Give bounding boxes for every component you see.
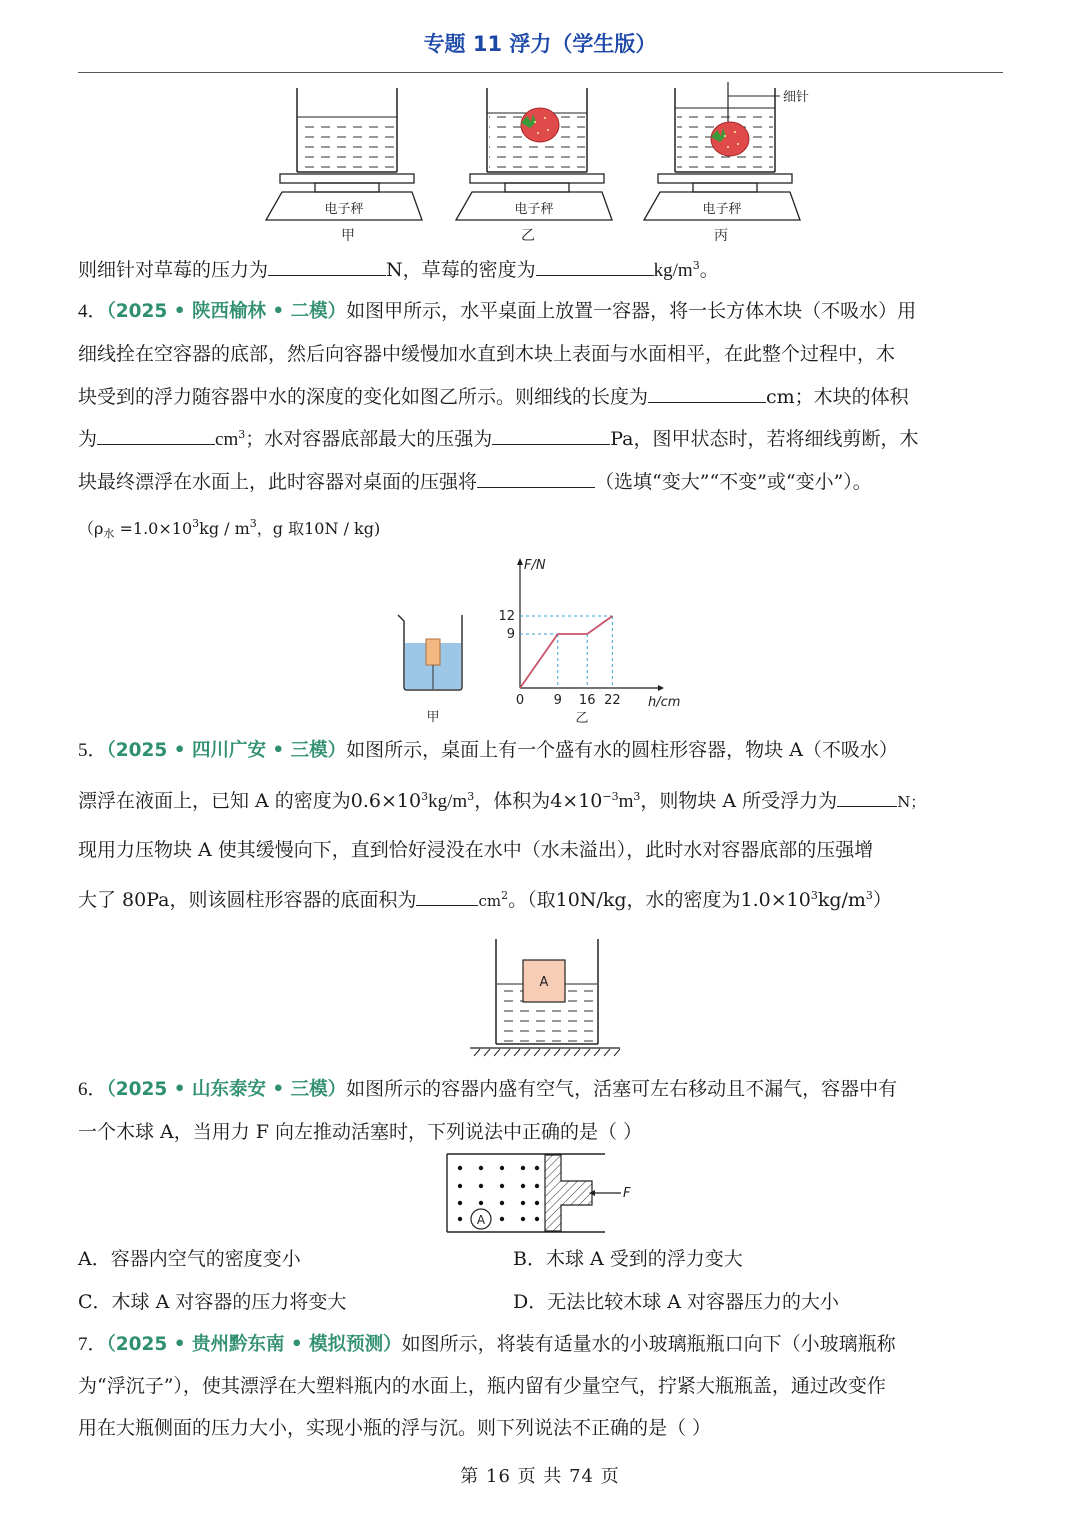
- question-source: （2025 • 陕西榆林 • 二模）: [106, 301, 347, 322]
- ball-label: A: [476, 1213, 486, 1227]
- scale-label: 电子秤: [702, 202, 742, 217]
- q5-line-3: 现用力压物块 A 使其缓慢向下，直到恰好浸没在水中（水未溢出），此时水对容器底部的压强增: [78, 839, 874, 861]
- answer-blank[interactable]: [477, 467, 595, 488]
- caption-yi: 乙: [575, 711, 589, 726]
- x-tick-label: 9: [553, 693, 562, 708]
- question-number: 4．: [78, 301, 107, 322]
- scale-jia: [266, 88, 422, 244]
- option-d[interactable]: D．无法比较木球 A 对容器压力的大小: [513, 1291, 840, 1313]
- q4-line-1: 4．（2025 • 陕西榆林 • 二模）如图甲所示，水平桌面上放置一容器，将一长方体木块（不吸水）用: [78, 300, 917, 322]
- piston: [545, 1155, 592, 1231]
- force-label: F: [623, 1186, 631, 1201]
- air-particles: [458, 1166, 539, 1221]
- x-tick-label: 16: [578, 693, 596, 708]
- chart-series-segment: [520, 634, 558, 688]
- question-source: （2025 • 山东泰安 • 三模）: [106, 1079, 347, 1100]
- q6-line-1: 6．（2025 • 山东泰安 • 三模）如图所示的容器内盛有空气，活塞可左右移动且不漏气，容器中有: [78, 1078, 898, 1100]
- q5-line-2: 漂浮在液面上，已知 A 的密度为$0.6\times 10^3kg/m^3$，体积为$4\times 10^{-3}m^3$，则物块 A 所受浮力为 N；: [78, 786, 1003, 816]
- q4-line-2: 细线拴在空容器的底部，然后向容器中缓慢加水直到木块上表面与水面相平，在此整个过程中，木: [78, 343, 896, 365]
- scale-label: 电子秤: [324, 202, 364, 217]
- needle-label: 细针: [783, 90, 810, 105]
- scale-bing: [644, 82, 809, 244]
- option-a[interactable]: A．容器内空气的密度变小: [78, 1248, 301, 1270]
- q6-piston-figure: [445, 1152, 645, 1234]
- q4-line-4: 为 $cm^3$；水对容器底部最大的压强为 Pa，图甲状态时，若将细线剪断，木: [78, 424, 1003, 454]
- q4-given-constants: （$\rho_水 =1.0\times 10^3kg / m^3$，g 取10N / kg): [78, 517, 381, 540]
- scales-figure: [255, 82, 835, 248]
- question-number: 7．: [78, 1334, 107, 1355]
- option-b[interactable]: B．木球 A 受到的浮力变大: [513, 1248, 743, 1270]
- question-number: 5．: [78, 740, 107, 761]
- q7-line-2: 为“浮沉子”），使其漂浮在大塑料瓶内的水面上，瓶内留有少量空气，拧紧大瓶瓶盖，通过改变作: [78, 1375, 886, 1397]
- block-a-label: A: [539, 975, 549, 990]
- chart-series-segment: [587, 616, 612, 634]
- beaker-figure: [398, 615, 462, 725]
- answer-blank[interactable]: [492, 424, 610, 445]
- strawberry-icon: [521, 108, 559, 142]
- q4-line-3: 块受到的浮力随容器中水的深度的变化如图乙所示。则细线的长度为 cm；木块的体积: [78, 382, 1003, 411]
- q7-line-1: 7．（2025 • 贵州黔东南 • 模拟预测）如图所示，将装有适量水的小玻璃瓶瓶口向下（小玻璃瓶称: [78, 1333, 896, 1355]
- q5-container-figure: [470, 936, 620, 1058]
- option-c[interactable]: C．木球 A 对容器的压力将变大: [78, 1291, 347, 1313]
- x-tick-label: 0: [515, 693, 525, 708]
- caption-yi: 乙: [521, 228, 535, 244]
- y-axis-label: F/N: [524, 558, 546, 573]
- q5-line-4: 大了 80Pa，则该圆柱形容器的底面积为 $cm^2$。（取10N/kg，水的密度为$1.0\times 10^3kg/m^3$）: [78, 885, 1003, 915]
- question-source: （2025 • 贵州黔东南 • 模拟预测）: [106, 1334, 402, 1355]
- q6-line-2: 一个木球 A，当用力 F 向左推动活塞时，下列说法中正确的是（ ）: [78, 1121, 643, 1143]
- answer-blank[interactable]: [97, 424, 215, 445]
- scale-label: 电子秤: [514, 202, 554, 217]
- y-tick-label: 9: [506, 627, 515, 642]
- question-number: 6．: [78, 1079, 107, 1100]
- q5-line-1: 5．（2025 • 四川广安 • 三模）如图所示，桌面上有一个盛有水的圆柱形容器，物块 A（不吸水）: [78, 739, 898, 761]
- strawberry-icon: [711, 122, 749, 156]
- caption-bing: 丙: [714, 228, 728, 244]
- answer-blank[interactable]: [268, 255, 386, 276]
- x-tick-label: 22: [604, 693, 621, 708]
- answer-blank[interactable]: [536, 255, 654, 276]
- answer-blank[interactable]: [648, 382, 766, 403]
- caption-jia: 甲: [426, 710, 440, 725]
- page-footer: 第 16 页 共 74 页: [460, 1466, 620, 1487]
- answer-blank[interactable]: [837, 786, 897, 807]
- header-divider: [78, 72, 1003, 73]
- q7-line-3: 用在大瓶侧面的压力大小，实现小瓶的浮与沉。则下列说法不正确的是（ ）: [78, 1417, 712, 1439]
- force-depth-chart: [498, 558, 680, 726]
- q3-answer-line: 则细针对草莓的压力为 N，草莓的密度为 $kg/m^3$。: [78, 255, 1003, 285]
- caption-jia: 甲: [341, 228, 355, 244]
- page-header-title: 专题 11 浮力（学生版）: [423, 32, 657, 56]
- question-source: （2025 • 四川广安 • 三模）: [106, 740, 347, 761]
- x-axis-label: h/cm: [648, 695, 681, 710]
- q4-line-5: 块最终漂浮在水面上，此时容器对桌面的压强将 （选填“变大”“不变”或“变小”）。: [78, 467, 1003, 496]
- q4-figures: [390, 555, 710, 730]
- y-tick-label: 12: [498, 609, 515, 624]
- answer-blank[interactable]: [416, 885, 478, 906]
- scale-yi: [456, 88, 612, 244]
- wood-block: [426, 639, 440, 665]
